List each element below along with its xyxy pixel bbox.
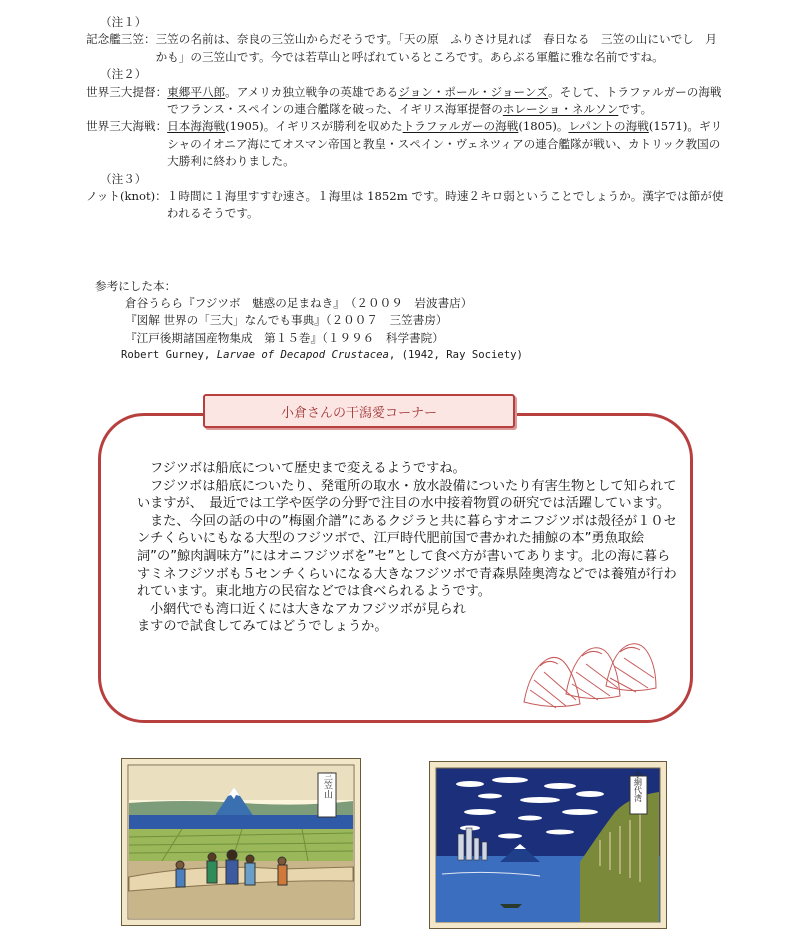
reference-title: Larvae of Decapod Crustacea: [216, 348, 389, 361]
corner-paragraph: フジツボは船底について歴史まで変えるようですね。: [150, 461, 466, 476]
note-keyword: ジョン・ポール・ジョーンズ: [398, 84, 549, 99]
woodblock-print-mount-fuji: [121, 758, 361, 926]
print-right-cartouche: 小網代湾: [633, 770, 643, 802]
note-text: 。アメリカ独立戦争の英雄である: [225, 84, 399, 99]
corner-paragraph: また、今回の話の中の”梅園介譜”にあるクジラと共に暮らすオニフジツボは殻径が１０センチくらいにもなる大型のフジツボで、江戸時代肥前国で書かれた捕鯨の本”勇魚取絵詞”の”鯨肉調味方”にはオニフジツボを”セ”として食べ方が書いてあります。北の海に暮らすミネフジツボも５センチくらいになる大きなフジツボで青森県陸奥湾などでは養殖が行われています。東北地方の民宿などでは食べられるようです。: [137, 513, 677, 600]
reference-item-english: [95, 347, 735, 364]
note-text: (1805)。: [518, 119, 569, 134]
note-text: 三笠の名前は、奈良の三笠山からだそうです。「天の原 ふりさけ見れば 春日なる 三笠の山にいでし 月かも」の三笠山です。今では若草山と呼ばれているところです。あらぶる軍艦に雅な名前ですね。: [155, 32, 717, 64]
note-term: 記念艦三笠：: [86, 32, 156, 47]
notes-section: [86, 14, 726, 223]
barnacle-illustration: [520, 630, 660, 712]
note-body: [156, 31, 726, 66]
note-body: [167, 188, 726, 223]
note-entry: [86, 84, 726, 119]
note-text: １時間に１海里すすむ速さ。１海里は 1852m です。時速２キロ弱ということでしょうか。漢字では節が使われるそうです。: [166, 189, 724, 221]
references-heading: 参考にした本：: [95, 279, 177, 293]
note-text: (1905)。イギリスが勝利を収めた: [225, 119, 403, 134]
corner-title: 小倉さんの干潟愛コーナー: [203, 394, 515, 428]
note-entry: [86, 118, 726, 170]
note-term: ノット(knot)：: [86, 189, 167, 204]
note-text: です。: [618, 102, 653, 117]
note-keyword: レパントの海戦: [568, 119, 649, 134]
note-keyword: 東郷平八郎: [167, 84, 226, 99]
reference-item: 『江戸後期諸国産物集成 第１５巻』（１９９６ 科学書院）: [125, 330, 444, 345]
note-text: 。そして、トラファルガーの海戦でフランス・スペインの連合艦隊を破った、イギリス海軍提督の: [167, 84, 722, 117]
note-entry: [86, 188, 726, 223]
woodblock-print-bay: [429, 761, 667, 929]
print-left-cartouche: 三笠山: [322, 771, 332, 799]
note-body: [167, 84, 726, 119]
corner-paragraph: 小網代でも湾口近くには大きなアカフジツボが見られますので試食してみてはどうでしょうか。: [137, 601, 466, 635]
note-term: 世界三大提督：: [86, 84, 168, 99]
note-keyword: ホレーショ・ネルソン: [502, 102, 619, 117]
reference-author: Robert Gurney,: [121, 348, 211, 361]
reference-item: 『図解 世界の「三大」なんでも事典』（２００７ 三笠書房）: [125, 313, 448, 328]
note-heading: （注１）: [100, 15, 147, 29]
reference-publisher: , (1942, Ray Society): [388, 348, 523, 361]
note-heading: （注２）: [100, 67, 147, 82]
note-text: (1571)。ギリシャのイオニア海にてオスマン帝国と教皇・スペイン・ヴェネツィアの連合艦隊が戦い、カトリック教国の大勝利に終わりました。: [167, 119, 723, 169]
corner-paragraph: フジツボは船底についたり、発電所の取水・放水設備についたり有害生物として知られていますが、 最近では工学や医学の分野で注目の水中接着物質の研究では活躍しています。: [137, 478, 677, 512]
note-body: [167, 118, 726, 170]
reference-item: 倉谷うらら『フジツボ 魅惑の足まねき』 （２００９ 岩波書店）: [125, 296, 473, 311]
note-keyword: 日本海海戦: [167, 119, 226, 134]
note-entry: [86, 31, 726, 66]
references: [95, 278, 735, 364]
note-term: 世界三大海戦：: [86, 119, 168, 134]
note-keyword: トラファルガーの海戦: [402, 119, 519, 134]
note-heading: （注３）: [100, 171, 147, 186]
corner-body: [137, 460, 677, 636]
